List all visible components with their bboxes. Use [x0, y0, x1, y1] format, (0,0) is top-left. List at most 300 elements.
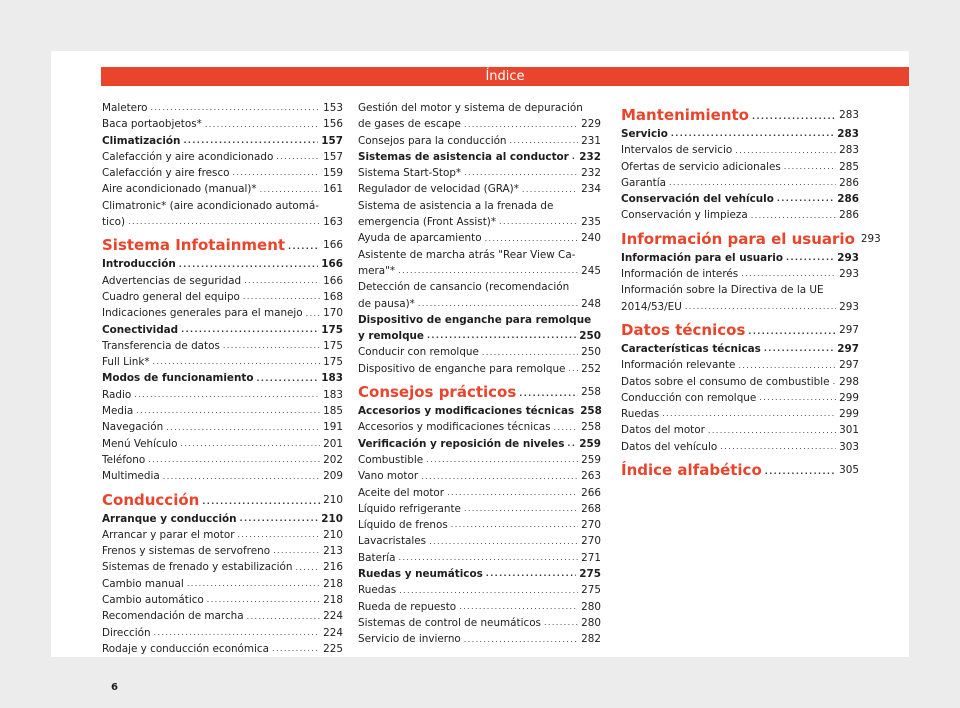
toc-entry-title: Modos de funcionamiento: [102, 372, 254, 385]
toc-entry: [358, 436, 601, 452]
toc-entry: [102, 468, 343, 484]
toc-entry: [358, 631, 601, 647]
toc-page-number: 275: [581, 584, 601, 597]
toc-entry: [102, 625, 343, 641]
toc-page-number: 293: [839, 300, 859, 313]
toc-entry: [102, 198, 343, 214]
toc-entry-title: Menú Vehículo: [102, 437, 178, 450]
toc-page-number: 225: [323, 642, 343, 655]
toc-dot-leader: [237, 531, 320, 539]
toc-entry-title: Ruedas y neumáticos: [358, 568, 483, 581]
toc-entry-title: Ruedas: [621, 408, 660, 421]
toc-entry-title: Arrancar y parar el motor: [102, 528, 235, 541]
toc-dot-leader: [499, 218, 578, 226]
toc-entry-title: Conservación del vehículo: [621, 193, 774, 206]
toc-page-number: 283: [837, 128, 859, 140]
toc-entry-title: Verificación y reposición de niveles: [358, 437, 565, 450]
toc-entry-title: Maletero: [102, 102, 148, 114]
toc-entry-title: Características técnicas: [621, 342, 761, 355]
toc-dot-leader: [735, 147, 836, 155]
toc-entry-title: Datos sobre el consumo de combustible: [621, 375, 830, 388]
toc-page-number: 285: [839, 160, 859, 173]
toc-entry: [102, 289, 343, 305]
toc-dot-leader: [519, 390, 578, 398]
toc-page-number: 280: [581, 616, 601, 629]
toc-dot-leader: [150, 104, 320, 112]
toc-entry-title: Ruedas: [358, 584, 397, 597]
toc-dot-leader: [187, 580, 320, 588]
toc-entry-title: Rueda de repuesto: [358, 600, 457, 613]
toc-entry-title: Información para el usuario: [621, 229, 855, 248]
toc-entry-title: 2014/53/EU: [621, 300, 682, 313]
toc-dot-leader: [764, 345, 834, 353]
toc-entry-title: Líquido de frenos: [358, 519, 448, 532]
toc-entry-title: Navegación: [102, 421, 164, 434]
toc-entry: [358, 149, 601, 165]
toc-page-number: 275: [579, 568, 601, 581]
toc-entry-title: Mantenimiento: [621, 106, 749, 124]
toc-page-number: 161: [323, 183, 343, 196]
toc-entry-title: Regulador de velocidad (GRA)*: [358, 183, 519, 196]
toc-page-number: 231: [581, 134, 601, 147]
toc-dot-leader: [273, 547, 320, 555]
toc-page-number: 183: [321, 372, 343, 385]
toc-entry: [358, 181, 601, 197]
toc-entry-title: Climatización: [102, 134, 181, 147]
toc-entry: [621, 159, 859, 175]
toc-entry: [102, 338, 343, 354]
toc-dot-leader: [741, 270, 836, 278]
toc-page-number: 157: [321, 134, 343, 147]
toc-entry-title: Dispositivo de enganche para remolque: [358, 313, 592, 326]
toc-entry-title: Consejos prácticos: [358, 383, 517, 402]
toc-entry-title: Sistemas de control de neumáticos: [358, 616, 541, 629]
toc-entry-title: Radio: [102, 388, 132, 401]
toc-page-number: 153: [323, 102, 343, 114]
toc-entry: [621, 250, 859, 266]
toc-entry-title: Calefacción y aire acondicionado: [102, 150, 274, 163]
toc-entry: [358, 263, 601, 279]
toc-entry-title: emergencia (Front Assist)*: [358, 216, 497, 229]
toc-page-number: 157: [323, 150, 343, 163]
toc-entry: [621, 266, 859, 282]
toc-entry-title: Aceite del motor: [358, 486, 445, 499]
toc-page-number: 282: [581, 633, 601, 646]
toc-page-number: 268: [581, 502, 601, 515]
toc-dot-leader: [784, 163, 836, 171]
toc-page-number: 175: [321, 323, 343, 336]
toc-entry-title: Lavacristales: [358, 535, 427, 548]
toc-dot-leader: [464, 169, 578, 177]
toc-dot-leader: [223, 342, 320, 350]
toc-dot-leader: [662, 410, 836, 418]
toc-page-number: 258: [581, 421, 601, 434]
toc-entry: [358, 328, 601, 344]
toc-entry: [102, 419, 343, 435]
toc-entry-title: Cambio automático: [102, 594, 204, 607]
toc-entry-title: Recomendación de marcha: [102, 610, 244, 623]
toc-page-number: 248: [581, 297, 601, 310]
toc-entry: [102, 452, 343, 468]
toc-dot-leader: [136, 407, 320, 415]
toc-section-heading: [102, 234, 343, 256]
toc-dot-leader: [459, 603, 578, 611]
toc-column-3: [621, 100, 881, 481]
toc-dot-leader: [486, 570, 577, 578]
toc-dot-leader: [748, 328, 836, 336]
toc-entry-title: Sistema Infotainment: [102, 236, 286, 255]
toc-entry-title: Información de interés: [621, 268, 739, 281]
toc-entry-title: Datos técnicos: [621, 320, 746, 339]
toc-entry: [358, 452, 601, 468]
toc-section-heading: [358, 381, 601, 403]
toc-page-number: 218: [323, 577, 343, 590]
toc-entry-title: Sistema Start-Stop*: [358, 167, 462, 180]
toc-entry-title: Información relevante: [621, 359, 736, 372]
toc-dot-leader: [759, 394, 836, 402]
toc-entry: [102, 576, 343, 592]
toc-page-number: 305: [839, 464, 859, 477]
toc-entry: [621, 282, 859, 298]
toc-page-number: 210: [323, 493, 343, 506]
toc-page-number: 166: [323, 239, 343, 252]
toc-entry-title: Multimedia: [102, 470, 160, 483]
toc-dot-leader: [464, 505, 578, 513]
toc-entry: [358, 403, 601, 419]
toc-entry: [102, 214, 343, 230]
toc-dot-leader: [447, 489, 578, 497]
toc-dot-leader: [163, 473, 320, 481]
toc-entry: [102, 641, 343, 657]
toc-dot-leader: [154, 629, 321, 637]
toc-entry: [102, 370, 343, 386]
toc-entry: [358, 279, 601, 295]
toc-entry-title: Consejos para la conducción: [358, 134, 507, 147]
toc-dot-leader: [568, 365, 578, 373]
toc-page-number: 301: [839, 424, 859, 437]
toc-entry: [102, 403, 343, 419]
toc-dot-leader: [153, 358, 321, 366]
toc-page-number: 163: [323, 216, 343, 229]
toc-entry-title: Sistema de asistencia a la frenada de: [358, 199, 554, 212]
toc-section-heading: [621, 459, 859, 481]
toc-entry-title: Accesorios y modificaciones técnicas: [358, 421, 551, 434]
toc-entry: [621, 439, 859, 455]
toc-entry: [102, 322, 343, 338]
toc-entry-title: mera"*: [358, 264, 396, 277]
toc-entry-title: Dispositivo de enganche para remolque: [358, 362, 566, 375]
toc-dot-leader: [183, 137, 318, 145]
toc-dot-leader: [399, 587, 578, 595]
toc-section-heading: [621, 228, 881, 250]
toc-entry: [102, 436, 343, 452]
toc-entry-title: Índice alfabético: [621, 461, 762, 480]
toc-dot-leader: [765, 468, 836, 476]
toc-dot-leader: [399, 554, 579, 562]
toc-dot-leader: [244, 277, 320, 285]
page-header: Índice: [101, 67, 909, 86]
toc-dot-leader: [554, 424, 579, 432]
toc-entry: [621, 299, 859, 315]
toc-page-number: 258: [580, 405, 602, 418]
toc-entry: [621, 126, 859, 142]
toc-entry-title: Calefacción y aire fresco: [102, 167, 230, 180]
toc-entry-title: Ofertas de servicio adicionales: [621, 160, 781, 173]
toc-entry: [102, 387, 343, 403]
toc-entry: [358, 517, 601, 533]
toc-page-number: 183: [323, 388, 343, 401]
toc-entry-title: Servicio: [621, 128, 668, 140]
toc-page-number: 166: [321, 258, 343, 271]
toc-dot-leader: [522, 186, 578, 194]
toc-page-number: 229: [581, 118, 601, 131]
toc-dot-leader: [398, 267, 578, 275]
toc-dot-leader: [464, 121, 578, 129]
toc-entry: [621, 207, 859, 223]
toc-page-number: 159: [323, 167, 343, 180]
toc-entry-title: Conducción con remolque: [621, 391, 757, 404]
toc-entry: [358, 116, 601, 132]
toc-page-number: 270: [581, 535, 601, 548]
toc-page-number: 224: [323, 626, 343, 639]
toc-page-number: 283: [839, 109, 859, 121]
toc-page-number: 216: [323, 561, 343, 574]
toc-entry: [102, 511, 343, 527]
toc-entry: [621, 191, 859, 207]
toc-page-number: 293: [839, 268, 859, 281]
toc-dot-leader: [276, 153, 320, 161]
toc-entry: [358, 582, 601, 598]
toc-dot-leader: [243, 293, 320, 301]
toc-entry-title: Datos del vehículo: [621, 440, 718, 453]
toc-entry-title: Combustible: [358, 453, 424, 466]
toc-page-number: 224: [323, 610, 343, 623]
toc-entry-title: Climatronic* (aire acondicionado automá-: [102, 199, 320, 212]
toc-dot-leader: [567, 440, 576, 448]
toc-dot-leader: [202, 498, 320, 506]
toc-entry-title: Vano motor: [358, 470, 419, 483]
toc-entry-title: y remolque: [358, 330, 424, 343]
toc-entry-title: Conservación y limpieza: [621, 209, 748, 222]
toc-entry-title: Sistemas de asistencia al conductor: [358, 150, 569, 163]
toc-entry: [621, 341, 859, 357]
toc-entry: [358, 615, 601, 631]
toc-page-number: 271: [581, 551, 601, 564]
toc-dot-leader: [272, 645, 320, 653]
toc-entry: [358, 312, 601, 328]
toc-entry-title: de pausa)*: [358, 297, 415, 310]
toc-entry: [102, 592, 343, 608]
toc-dot-leader: [181, 440, 321, 448]
toc-page-number: 245: [581, 264, 601, 277]
toc-page-number: 170: [323, 307, 343, 320]
toc-entry-title: Aire acondicionado (manual)*: [102, 183, 257, 196]
toc-entry-title: Intervalos de servicio: [621, 144, 733, 157]
toc-entry: [102, 559, 343, 575]
toc-dot-leader: [786, 254, 834, 262]
toc-entry-title: Transferencia de datos: [102, 339, 220, 352]
toc-page-number: 263: [581, 470, 601, 483]
toc-entry: [102, 354, 343, 370]
toc-page-number: 232: [579, 150, 601, 163]
toc-page-number: 259: [581, 453, 601, 466]
toc-entry: [102, 165, 343, 181]
toc-page-number: 201: [323, 437, 343, 450]
toc-page-number: 210: [323, 528, 343, 541]
toc-entry-title: Indicaciones generales para el manejo: [102, 307, 303, 320]
toc-entry: [358, 361, 601, 377]
toc-entry-title: Asistente de marcha atrás "Rear View Ca-: [358, 248, 576, 261]
toc-page-number: 270: [581, 519, 601, 532]
toc-dot-leader: [181, 326, 318, 334]
toc-entry-title: Servicio de invierno: [358, 633, 461, 646]
toc-entry-title: Teléfono: [102, 453, 146, 466]
toc-dot-leader: [485, 235, 579, 243]
toc-entry-title: Gestión del motor y sistema de depuración: [358, 102, 583, 114]
toc-page-number: 286: [837, 193, 859, 206]
toc-entry: [358, 247, 601, 263]
toc-column-2: [358, 100, 601, 648]
page-number: 6: [111, 682, 118, 693]
toc-page-number: 175: [323, 356, 343, 369]
toc-dot-leader: [295, 564, 320, 572]
toc-dot-leader: [260, 186, 321, 194]
toc-entry-title: Detección de cansancio (recomendación: [358, 281, 570, 294]
toc-section-heading: [621, 319, 859, 341]
toc-page-number: 297: [837, 342, 859, 355]
toc-entry: [358, 133, 601, 149]
toc-page-number: 209: [323, 470, 343, 483]
toc-entry-title: Accesorios y modificaciones técnicas: [358, 405, 575, 418]
toc-entry: [621, 142, 859, 158]
toc-dot-leader: [572, 153, 576, 161]
toc-page-number: 191: [323, 421, 343, 434]
toc-entry-title: Frenos y sistemas de servofreno: [102, 545, 271, 558]
toc-entry-title: Baca portaobjetos*: [102, 118, 202, 131]
toc-entry-title: Arranque y conducción: [102, 512, 237, 525]
toc-entry: [102, 149, 343, 165]
toc-entry-title: Conducción: [102, 490, 200, 509]
toc-dot-leader: [738, 362, 836, 370]
toc-dot-leader: [510, 137, 579, 145]
toc-entry-title: tico): [102, 216, 126, 229]
toc-entry: [358, 344, 601, 360]
toc-entry: [358, 419, 601, 435]
toc-section-heading: [102, 489, 343, 511]
document-page: [51, 51, 909, 693]
toc-entry: [102, 116, 343, 132]
toc-dot-leader: [685, 303, 836, 311]
toc-entry-title: Cuadro general del equipo: [102, 290, 240, 303]
toc-dot-leader: [669, 179, 836, 187]
toc-page-number: 280: [581, 600, 601, 613]
toc-page-number: 286: [839, 209, 859, 222]
toc-page-number: 156: [323, 118, 343, 131]
toc-page-number: 175: [323, 339, 343, 352]
toc-entry: [358, 533, 601, 549]
toc-entry-title: Garantía: [621, 176, 666, 189]
toc-dot-leader: [482, 349, 578, 357]
toc-page-number: 266: [581, 486, 601, 499]
toc-dot-leader: [451, 521, 578, 529]
toc-page-number: 293: [860, 232, 881, 245]
toc-entry-title: Información para el usuario: [621, 251, 784, 264]
toc-entry-title: Introducción: [102, 258, 176, 271]
toc-entry-title: Advertencias de seguridad: [102, 274, 242, 287]
toc-entry-title: de gases de escape: [358, 118, 461, 131]
toc-dot-leader: [777, 195, 834, 203]
toc-page-number: 259: [579, 437, 601, 450]
toc-entry-title: Dirección: [102, 626, 151, 639]
toc-entry: [358, 468, 601, 484]
toc-dot-leader: [418, 300, 578, 308]
toc-page-number: 213: [323, 545, 343, 558]
toc-page-number: 202: [323, 453, 343, 466]
toc-dot-leader: [427, 332, 576, 340]
toc-entry-title: Batería: [358, 551, 396, 564]
toc-dot-leader: [179, 261, 319, 269]
toc-entry-title: Ayuda de aparcamiento: [358, 232, 482, 245]
toc-entry: [621, 390, 859, 406]
toc-page-number: 252: [581, 362, 601, 375]
toc-entry: [358, 198, 601, 214]
toc-entry-title: Líquido refrigerante: [358, 502, 461, 515]
toc-dot-leader: [128, 218, 320, 226]
toc-entry: [102, 181, 343, 197]
toc-entry-title: Conducir con remolque: [358, 346, 479, 359]
toc-page-number: 218: [323, 594, 343, 607]
toc-page-number: 286: [839, 176, 859, 189]
toc-entry: [358, 165, 601, 181]
toc-page-number: 303: [839, 440, 859, 453]
toc-page-number: 250: [579, 330, 601, 343]
toc-entry: [358, 501, 601, 517]
toc-entry: [358, 100, 601, 116]
toc-dot-leader: [256, 375, 318, 383]
toc-entry: [358, 485, 601, 501]
toc-column-1: [102, 100, 343, 657]
toc-entry: [102, 608, 343, 624]
toc-page-number: 299: [839, 391, 859, 404]
toc-dot-leader: [233, 169, 321, 177]
toc-entry-title: Sistemas de frenado y estabilización: [102, 561, 293, 574]
toc-dot-leader: [708, 427, 836, 435]
toc-dot-leader: [207, 596, 320, 604]
toc-entry-title: Rodaje y conducción económica: [102, 642, 269, 655]
toc-dot-leader: [134, 391, 320, 399]
toc-dot-leader: [720, 443, 836, 451]
toc-page-number: 168: [323, 290, 343, 303]
toc-entry: [102, 543, 343, 559]
toc-entry: [102, 305, 343, 321]
toc-page-number: 298: [839, 375, 859, 388]
toc-entry: [102, 273, 343, 289]
toc-entry-title: Información sobre la Directiva de la UE: [621, 284, 824, 297]
toc-dot-leader: [464, 636, 578, 644]
toc-page-number: 299: [839, 408, 859, 421]
toc-entry-title: Cambio manual: [102, 577, 184, 590]
toc-page-number: 297: [839, 323, 859, 336]
toc-section-heading: [621, 104, 859, 126]
toc-entry: [358, 566, 601, 582]
toc-dot-leader: [240, 515, 319, 523]
toc-page-number: 240: [581, 232, 601, 245]
toc-entry: [621, 374, 859, 390]
toc-entry: [358, 296, 601, 312]
toc-page-number: 235: [581, 216, 601, 229]
toc-entry: [621, 175, 859, 191]
toc-entry: [621, 357, 859, 373]
